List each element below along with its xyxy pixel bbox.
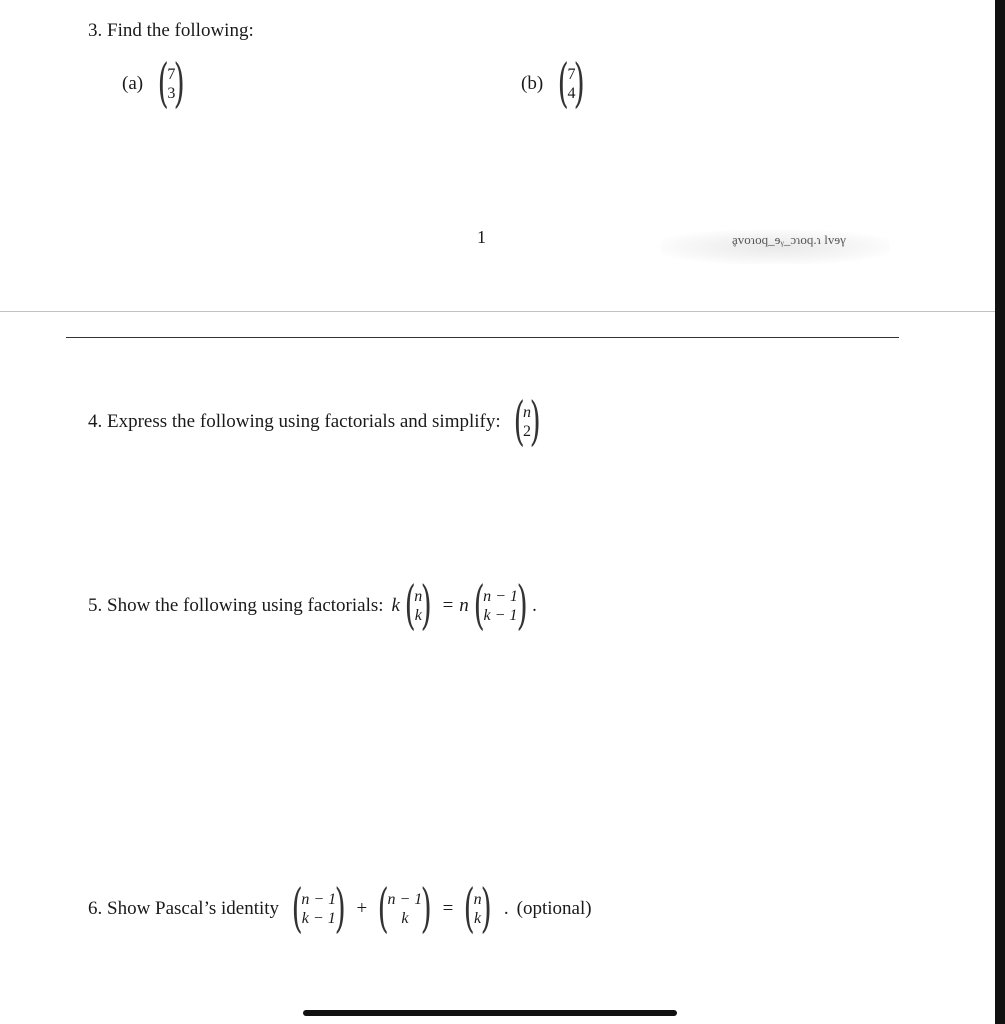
problem-3b xyxy=(521,54,590,114)
plus-sign: + xyxy=(356,898,368,919)
optional-note: (optional) xyxy=(516,898,592,919)
problem-6-label: 6. Show Pascal’s identity xyxy=(88,898,280,919)
period: . xyxy=(503,898,509,919)
binom-top: 7 xyxy=(167,66,176,83)
binom-bottom: k xyxy=(414,607,422,624)
binom-bottom: k xyxy=(401,910,409,927)
binom-top: n xyxy=(522,404,531,421)
problem-4-label: 4. Express the following using factorials and simplify: xyxy=(88,411,501,432)
binom-top: n xyxy=(473,891,482,908)
binomial-n-k: ( n k ) xyxy=(404,576,432,636)
binomial-n-1-k-1: ( n − 1 k − 1 ) xyxy=(291,879,346,939)
equals-sign: = xyxy=(442,595,454,616)
problem-3a xyxy=(122,54,190,114)
binom-top: 7 xyxy=(567,66,576,83)
binom-top: n − 1 xyxy=(301,891,337,908)
binom-bottom: 2 xyxy=(522,423,531,440)
page-number: 1 xyxy=(477,227,486,247)
period: . xyxy=(532,595,537,616)
page-separator xyxy=(0,311,995,312)
mirrored-text: ḁvoɿoq_ɘᵧ_ɔɿoq.ɿ lvɘγ xyxy=(732,232,846,247)
binom-top: n xyxy=(414,588,423,605)
problem-3a-label: (a) xyxy=(122,73,144,94)
binom-top: n − 1 xyxy=(483,588,518,605)
binomial-7-3: ( 7 3 ) xyxy=(157,54,186,114)
problem-5 xyxy=(88,576,537,636)
binomial-n-2: ( n 2 ) xyxy=(513,392,541,452)
mirrored-bleed-through xyxy=(660,226,900,266)
binom-bottom: k xyxy=(474,910,482,927)
binom-bottom: k − 1 xyxy=(483,607,518,624)
binomial-7-4: ( 7 4 ) xyxy=(557,54,586,114)
problem-3b-label: (b) xyxy=(521,73,544,94)
binomial-n-1-k-1: ( n − 1 k − 1 ) xyxy=(473,576,528,636)
home-indicator[interactable] xyxy=(303,1010,677,1016)
binomial-n-k: ( n k ) xyxy=(463,879,492,939)
k-coefficient: k xyxy=(391,595,400,616)
right-edge-bar xyxy=(995,0,1005,1024)
n-coefficient: n xyxy=(459,595,469,616)
binom-bottom: 4 xyxy=(567,85,576,102)
problem-6 xyxy=(88,879,592,939)
problem-4 xyxy=(88,392,545,452)
binom-bottom: 3 xyxy=(167,85,176,102)
binomial-n-1-k: ( n − 1 k ) xyxy=(377,879,432,939)
horizontal-rule xyxy=(66,337,899,338)
equals-sign: = xyxy=(442,898,454,919)
problem-5-label: 5. Show the following using factorials: xyxy=(88,595,384,616)
binom-bottom: k − 1 xyxy=(301,910,336,927)
problem-3-label: 3. Find the following: xyxy=(88,20,254,41)
binom-top: n − 1 xyxy=(387,891,423,908)
